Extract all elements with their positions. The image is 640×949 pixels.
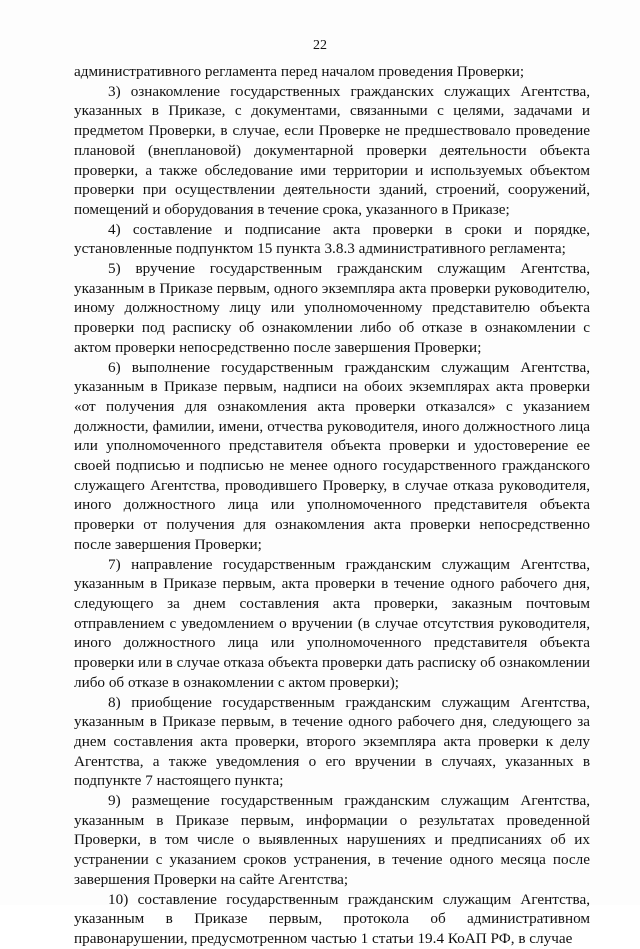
paragraph-item-6: 6) выполнение государственным гражданским служащим Агентства, указанным в Приказе первым, надписи на обоих экземплярах акта проверки «от получения для ознакомления акта проверки отказался» с указанием должности, фамилии, имени, отчества руководителя, иного должностного лица или уполномоченного представителя объекта проверки и удостоверение ее своей подписью и подписью не менее одного государственного гражданского служащего Агентства, проводившего Проверку, в случае отказа руководителя, иного должностного лица или уполномоченного представителя объекта проверки от получения для ознакомления акта проверки непосредственно после завершения Проверки; [74, 358, 590, 553]
paragraph-item-8: 8) приобщение государственным гражданским служащим Агентства, указанным в Приказе первым, в течение одного рабочего дня, следующего за днем составления акта проверки, второго экземпляра акта проверки к делу Агентства, а также уведомления о его вручении в случаях, указанных в подпункте 7 настоящего пункта; [74, 693, 590, 790]
page-number: 22 [313, 38, 327, 53]
paragraph-item-10: 10) составление государственным гражданским служащим Агентства, указанным в Приказе первым, протокола об административном правонарушении, предусмотренном частью 1 статьи 19.4 КоАП РФ, в случае [74, 890, 590, 947]
paragraph-item-7: 7) направление государственным гражданским служащим Агентства, указанным в Приказе первым, акта проверки в течение одного рабочего дня, следующего за днем составления акта проверки, заказным почтовым отправлением с уведомлением о вручении (в случае отсутствия руководителя, иного должностного лица или уполномоченного представителя объекта проверки или в случае отказа объекта проверки дать расписку об ознакомлении либо об отказе в ознакомлении с актом проверки); [74, 555, 590, 691]
paragraph-item-4: 4) составление и подписание акта проверки в сроки и порядке, установленные подпунктом 15 пункта 3.8.3 административного регламента; [74, 220, 590, 258]
paragraph-continuation: административного регламента перед началом проведения Проверки; [74, 63, 525, 80]
paragraph-item-9: 9) размещение государственным гражданским служащим Агентства, указанным в Приказе первым, информации о результатах проведенной Проверки, в том числе о выявленных нарушениях и предписаниях об их устранении с указанием сроков устранения, в течение одного месяца после завершения Проверки на сайте Агентства; [74, 792, 590, 888]
document-body [74, 62, 590, 949]
paragraph-item-3: 3) ознакомление государственных гражданских служащих Агентства, указанных в Приказе, с документами, связанными с целями, задачами и предметом Проверки, в случае, если Проверке не предшествовало проведение плановой (внеплановой) документарной проверки деятельности объекта проверки, а также обследование ими территории и используемых объектом проверки при осуществлении деятельности зданий, строений, сооружений, помещений и оборудования в течение срока, указанного в Приказе; [74, 82, 590, 218]
paragraph-item-5: 5) вручение государственным гражданским служащим Агентства, указанным в Приказе первым, одного экземпляра акта проверки руководителю, иному должностному лицу или уполномоченному представителю объекта проверки под расписку об ознакомлении либо об отказе в ознакомлении с актом проверки непосредственно после завершения Проверки; [74, 260, 590, 356]
